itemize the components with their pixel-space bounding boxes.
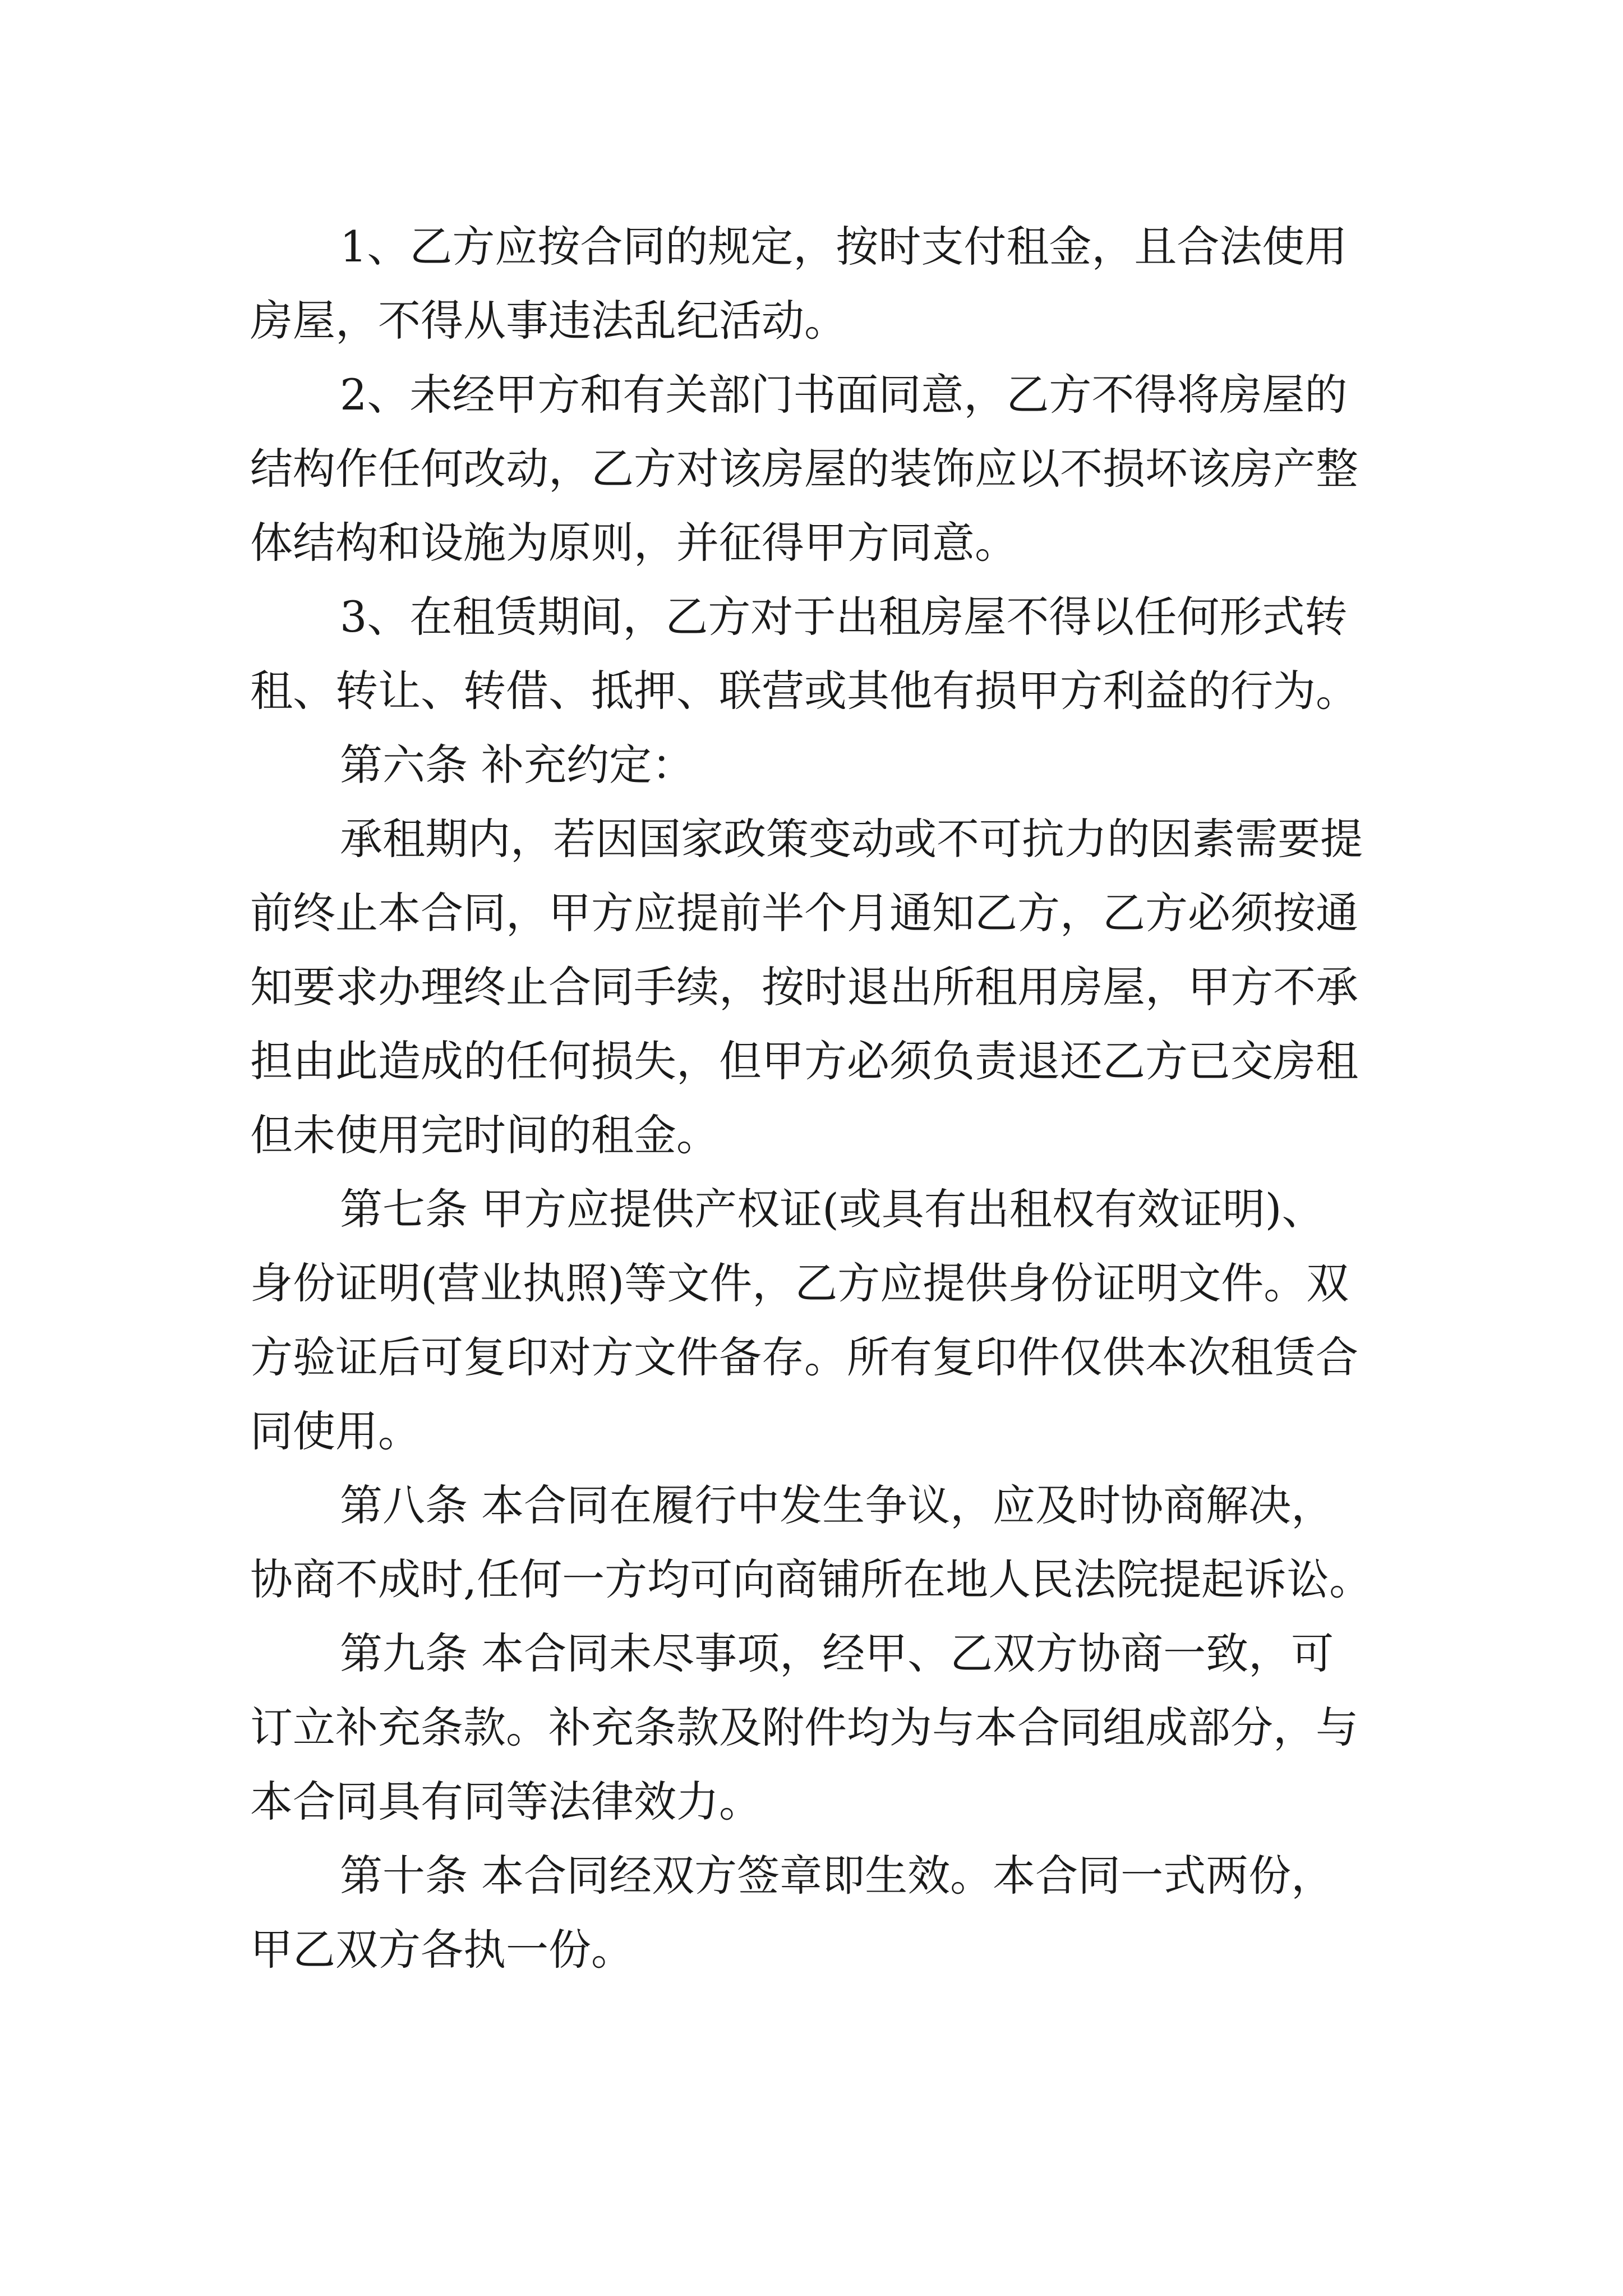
clause-9-line-2: 订立补充条款。补充条款及附件均为与本合同组成部分，与	[250, 1703, 1358, 1752]
clause-7-line-1: 第七条 甲方应提供产权证(或具有出租权有效证明)、	[340, 1184, 1325, 1234]
clause-8-line-1: 第八条 本合同在履行中发生争议，应及时协商解决，	[340, 1480, 1334, 1530]
clause-8-line-2: 协商不成时,任何一方均可向商铺所在地人民法院提起诉讼。	[250, 1554, 1372, 1604]
clause-7-line-4: 同使用。	[250, 1406, 421, 1456]
clause-9-line-1: 第九条 本合同未尽事项，经甲、乙双方协商一致，可	[340, 1628, 1334, 1678]
clause-5-item-1-line-2: 房屋，不得从事违法乱纪活动。	[250, 296, 847, 346]
clause-5-item-1-line-1: 1、乙方应按合同的规定，按时支付租金，且合法使用	[340, 222, 1348, 272]
clause-5-item-2-line-3: 体结构和设施为原则，并征得甲方同意。	[250, 518, 1017, 568]
clause-7-line-2: 身份证明(营业执照)等文件，乙方应提供身份证明文件。双	[250, 1258, 1349, 1308]
clause-6-body-line-4: 担由此造成的任何损失，但甲方必须负责退还乙方已交房租	[250, 1036, 1358, 1086]
clause-10-line-1: 第十条 本合同经双方签章即生效。本合同一式两份，	[340, 1851, 1334, 1901]
clause-5-item-2-line-2: 结构作任何改动，乙方对该房屋的装饰应以不损坏该房产整	[250, 444, 1358, 494]
clause-10-line-2: 甲乙双方各执一份。	[250, 1925, 634, 1975]
clause-9-line-3: 本合同具有同等法律效力。	[250, 1777, 762, 1826]
clause-6-body-line-2: 前终止本合同，甲方应提前半个月通知乙方，乙方必须按通	[250, 888, 1358, 938]
clause-6-body-line-1: 承租期内，若因国家政策变动或不可抗力的因素需要提	[340, 814, 1363, 864]
clause-5-item-3-line-1: 3、在租赁期间，乙方对于出租房屋不得以任何形式转	[340, 592, 1348, 642]
clause-6-body-line-5: 但未使用完时间的租金。	[250, 1110, 719, 1160]
clause-6-body-line-3: 知要求办理终止合同手续，按时退出所租用房屋，甲方不承	[250, 962, 1358, 1012]
clause-5-item-2-line-1: 2、未经甲方和有关部门书面同意，乙方不得将房屋的	[340, 370, 1348, 420]
clause-7-line-3: 方验证后可复印对方文件备存。所有复印件仅供本次租赁合	[250, 1332, 1358, 1382]
clause-5-item-3-line-2: 租、转让、转借、抵押、联营或其他有损甲方利益的行为。	[250, 666, 1358, 716]
clause-6-heading: 第六条 补充约定：	[340, 740, 695, 790]
